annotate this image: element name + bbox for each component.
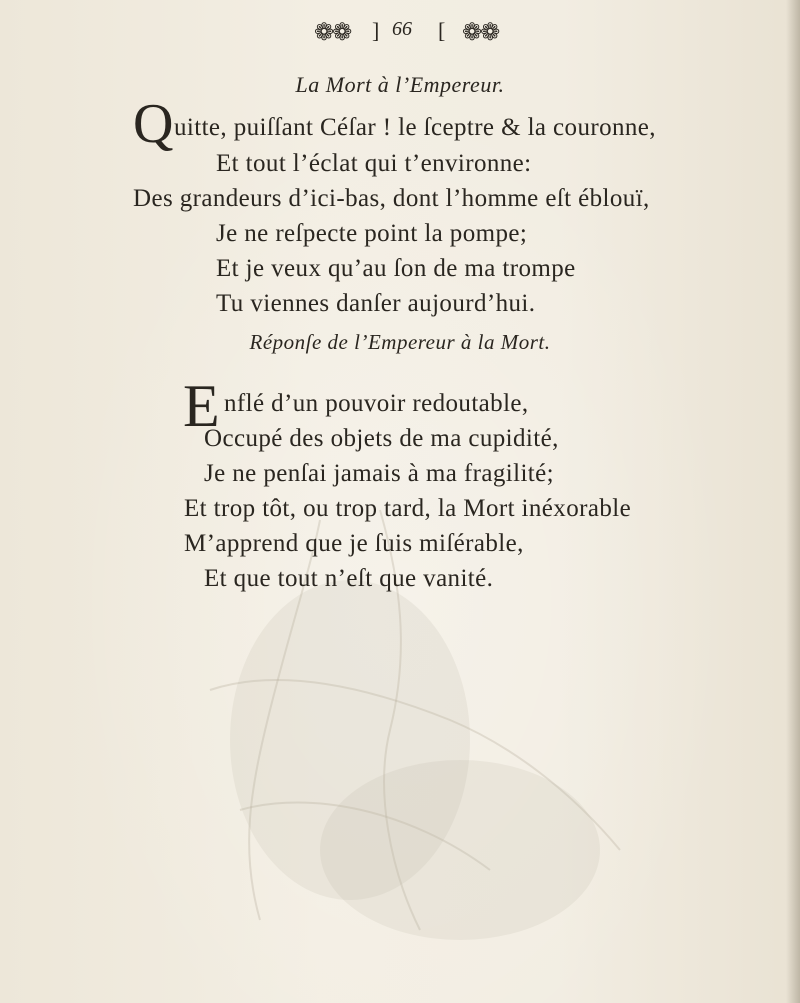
verse-line: uitte, puiſſant Céſar ! le ſceptre & la couronne, xyxy=(174,114,656,141)
ornament-right-icon: ❁❁ xyxy=(462,20,499,46)
show-through-engraving xyxy=(150,490,670,960)
bracket-right: [ xyxy=(438,18,446,43)
drop-cap: E xyxy=(183,373,220,439)
verse-line: Je ne penſai jamais à ma fragilité; xyxy=(204,460,554,487)
bracket-left: ] xyxy=(372,18,380,43)
verse-line: Et trop tôt, ou trop tard, la Mort inéxorable xyxy=(184,495,632,522)
verse-line: Des grandeurs d’ici-bas, dont l’homme eſt éblouï, xyxy=(133,185,650,212)
verse-line: Et que tout n’eſt que vanité. xyxy=(204,565,494,592)
verse-line: Tu viennes danſer aujourd’hui. xyxy=(216,290,536,317)
verse-line: Je ne reſpecte point la pompe; xyxy=(216,220,528,247)
running-header xyxy=(0,16,800,56)
ornament-left-icon: ❁❁ xyxy=(314,20,351,46)
page-number: 66 xyxy=(392,18,412,40)
page-edge-shadow xyxy=(786,0,800,1003)
verse-line: Et je veux qu’au ſon de ma trompe xyxy=(216,255,576,282)
poem-title: La Mort à l’Empereur. xyxy=(295,72,505,97)
verse-line: nflé d’un pouvoir redoutable, xyxy=(224,390,529,417)
verse-line: M’apprend que je ſuis miſérable, xyxy=(184,530,524,557)
verse-line: Et tout l’éclat qui t’environne: xyxy=(216,150,532,177)
verse-line: Occupé des objets de ma cupidité, xyxy=(204,425,559,452)
poem-title: Réponſe de l’Empereur à la Mort. xyxy=(249,330,551,354)
drop-cap: Q xyxy=(133,93,174,155)
